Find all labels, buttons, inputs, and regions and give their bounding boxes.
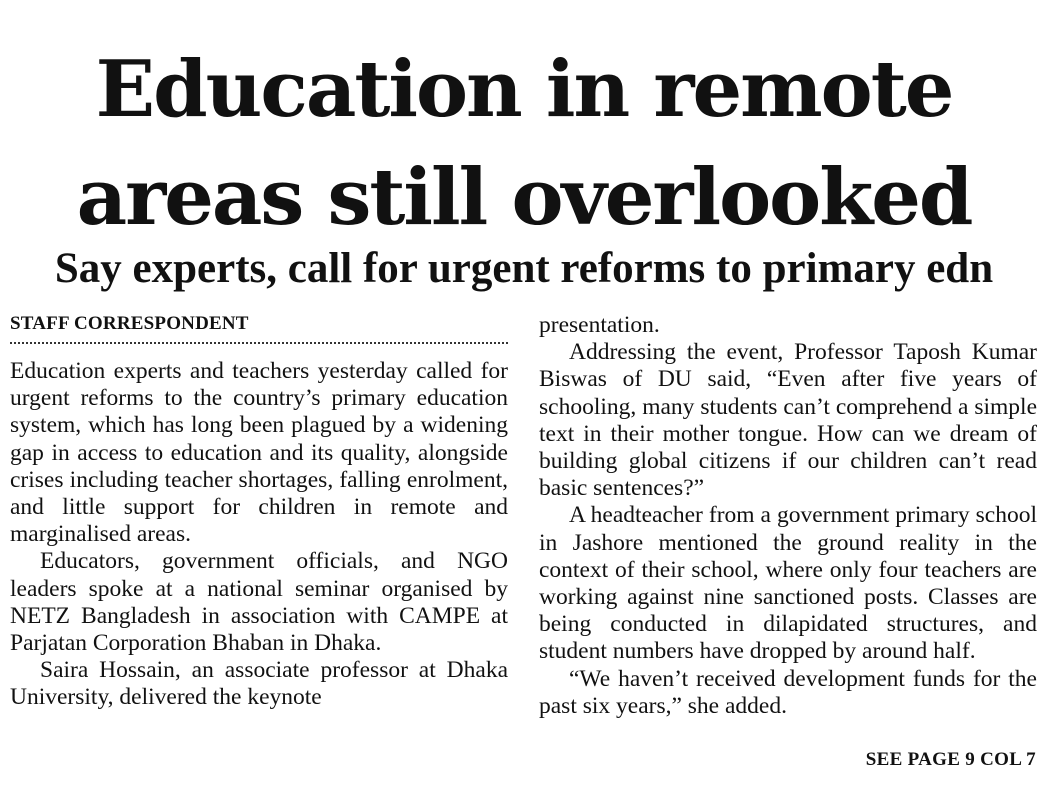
subheadline: Say experts, call for urgent reforms to primary edn	[54, 245, 994, 292]
article-paragraph: Education experts and teachers yesterday called for urgent reforms to the country’s primary education system, which has long been plagued by a widening gap in access to education and its quality, alongside crises including teacher shortages, falling enrolment, and little support for children in remote and marginalised areas.	[10, 358, 508, 548]
article-column-right	[539, 312, 1037, 720]
byline: STAFF CORRESPONDENT	[10, 312, 508, 344]
article-paragraph: Saira Hossain, an associate professor at Dhaka University, delivered the keynote	[10, 657, 508, 711]
continuation-jump-line: SEE PAGE 9 COL 7	[865, 749, 1036, 770]
headline	[0, 36, 1048, 252]
article-paragraph: “We haven’t received development funds for the past six years,” she added.	[539, 665, 1037, 719]
article-paragraph: Addressing the event, Professor Taposh Kumar Biswas of DU said, “Even after five years of schooling, many students can’t comprehend a simple text in their mother tongue. How can we dream of building global citizens if our children can’t read basic sentences?”	[539, 339, 1037, 502]
headline-line-2: areas still overlooked	[76, 152, 972, 243]
article-column-left	[10, 312, 508, 712]
headline-line-1: Education in remote	[95, 44, 953, 135]
article-paragraph: A headteacher from a government primary school in Jashore mentioned the ground reality in the context of their school, where only four teachers are working against nine sanctioned posts. Classes are being conducted in dilapidated structures, and student numbers have dropped by around half.	[539, 502, 1037, 665]
article-paragraph: Educators, government officials, and NGO leaders spoke at a national seminar organised by NETZ Bangladesh in association with CAMPE at Parjatan Corporation Bhaban in Dhaka.	[10, 548, 508, 657]
article-paragraph: presentation.	[539, 312, 660, 338]
